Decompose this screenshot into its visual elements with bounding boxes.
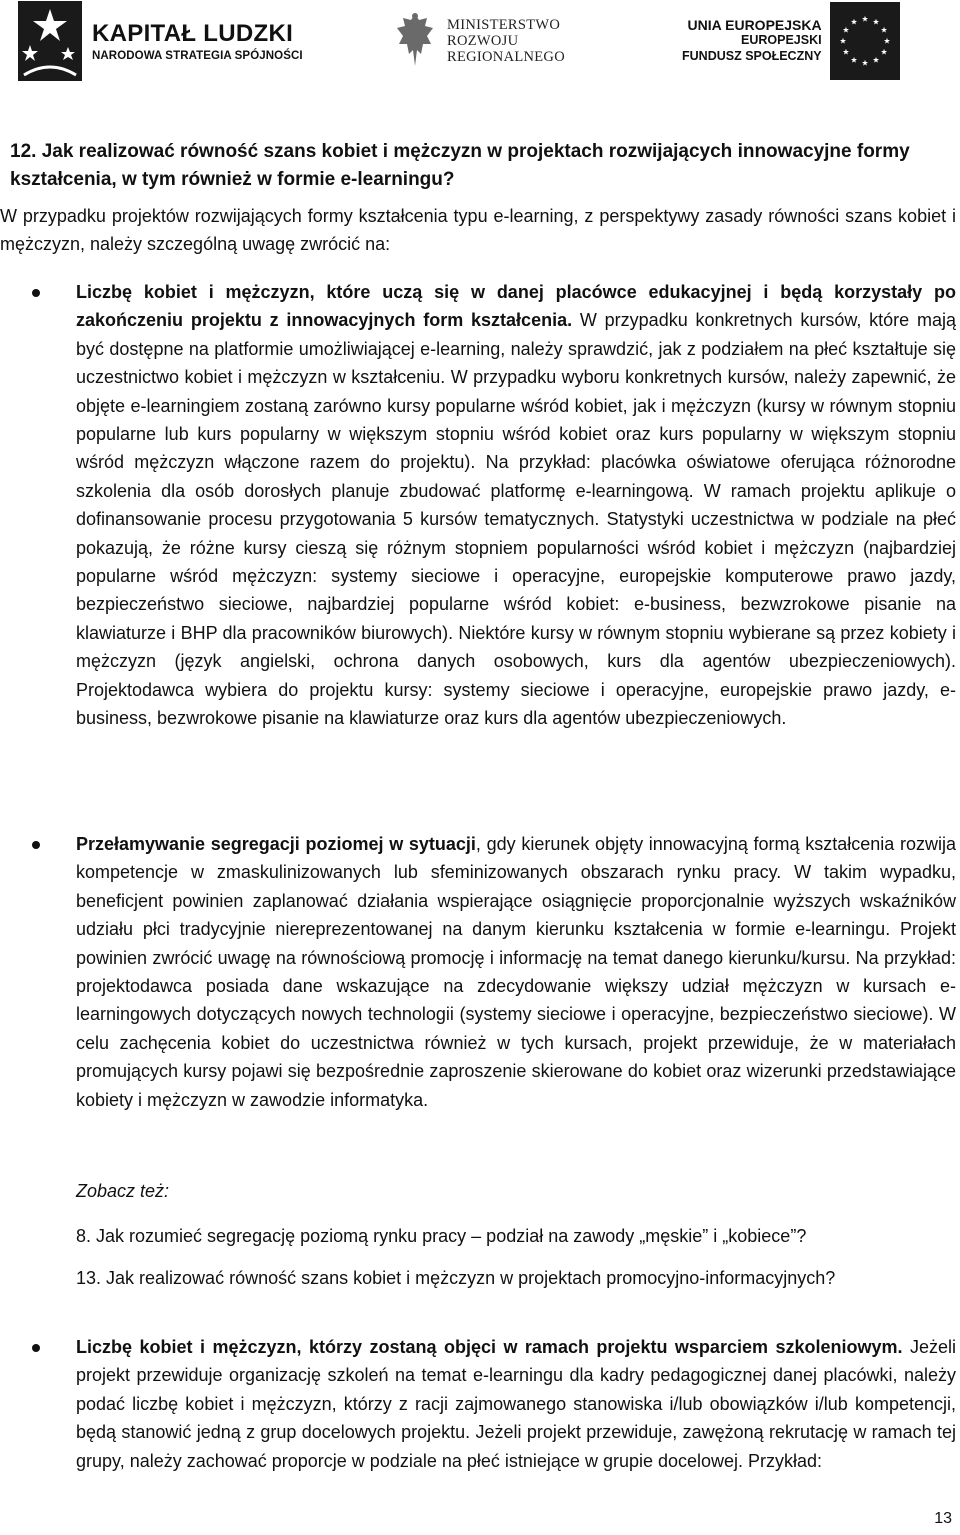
eu-line-1: UNIA EUROPEJSKA (687, 16, 822, 33)
ministry-line-2: ROZWOJU (447, 33, 519, 49)
bullet-icon (32, 1344, 40, 1352)
list-item-bold-lead: Przełamywanie segregacji poziomej w sytuacji (76, 834, 476, 854)
list-item (76, 830, 956, 1114)
eu-line-3: FUNDUSZ SPOŁECZNY (682, 48, 822, 63)
see-also-link-13[interactable]: 13. Jak realizować równość szans kobiet i mężczyzn w projektach promocyjno-informacyjnych? (76, 1268, 836, 1288)
see-also-label: Zobacz też: (76, 1181, 170, 1201)
section-heading: 12. Jak realizować równość szans kobiet i mężczyzn w projektach rozwijających innowacyjne formy kształcenia, w tym również w formie e-learningu? (10, 141, 910, 190)
list-item-text: W przypadku konkretnych kursów, które mają być dostępne na platformie umożliwiającej e-learning, należy sprawdzić, jak z podziałem na płeć kształtuje się uczestnictwo kobiet i mężczyzn w kształceniu. W przypadku wyboru konkretnych kursów, należy zapewnić, że objęte e-learningiem zostaną zarówno kursy popularne wśród kobiet, jak i mężczyzn (kursy w równym stopniu popularne lub kurs popularny w większym stopniu wśród kobiet oraz kurs popularny w większym stopniu wśród mężczyzn włączone razem do projektu). Na przykład: placówka oświatowe oferująca różnorodne szkolenia dla osób dorosłych planuje zbudować platformę e-learningową. W ramach projektu aplikuje o dofinansowanie procesu przygotowania 5 kursów tematycznych. Statystyki uczestnictwa w podziale na płeć pokazują, że różne kursy cieszą się różnym stopniem popularności wśród kobiet i mężczyzn (najbardziej popularne wśród mężczyzn: systemy sieciowe i operacyjne, europejskie komputerowe prawo jazdy, bezpieczeństwo sieciowe, najbardziej popularne wśród kobiet: e-business, bezwzrokowe pisanie na klawiaturze i BHP dla pracowników biurowych). Niektóre kursy w równym stopniu wybierane są przez kobiety i mężczyzn (język angielski, ochrona danych osobowych, kurs dla agentów ubezpieczeniowych). Projektodawca wybiera do projektu kursy: systemy sieciowe i operacyjne, europejskie prawo jazdy, e-business, bezwrokowe pisanie na klawiaturze oraz kurs dla agentów ubezpieczeniowych. (76, 310, 956, 729)
kapital-ludzki-logo (18, 0, 338, 82)
list-item-text: Jeżeli projekt przewiduje organizację szkoleń na temat e-learningu dla kadry pedagogicznej danej placówki, należy podać liczbę kobiet i mężczyzn, którzy z racji zajmowanego stanowiska i/lub obowiązków i/lub kompetencji, będą stanowić jedną z grup docelowych projektu. Jeżeli projekt przewiduje, zawężoną rekrutację w ramach tej grupy, należy zachować proporcje w podziale na płeć istniejące w grupie docelowej. Przykład: (76, 1337, 956, 1471)
eu-line-2: EUROPEJSKI (741, 33, 822, 48)
bullet-icon (32, 289, 40, 297)
list-item-bold-lead: Liczbę kobiet i mężczyzn, które uczą się w danej placówce edukacyjnej i będą korzystały po zakończeniu projektu z innowacyjnych form kształcenia. (76, 282, 956, 331)
eu-logo (682, 0, 940, 82)
list-item-text: , gdy kierunek objęty innowacyjną formą kształcenia rozwija kompetencje w zmaskulinizowanych lub sfeminizowanych obszarach rynku pracy. W takim wypadku, beneficjent powinien zaplanować działania wspierające osiągnięcie proporcjonalnie wyższych wskaźników udziału płci tradycyjnie niereprezentowanej na danym kierunku kształcenia w formie e-learningu. Projekt powinien zwrócić uwagę na równościową promocję i informację na temat danego kierunku/kursu. Na przykład: projektodawca posiada dane wskazujące na zdecydowanie większy udział mężczyzn w kursach e-learningowych dotyczących nowych technologii (systemy sieciowe i operacyjne, bezpieczeństwo sieciowe). W celu zachęcenia kobiet do uczestnictwa również w tych kursach, projekt przewiduje, że w materiałach promujących kursy pojawi się bezpośrednie zaproszenie skierowane do kobiet oraz wizerunki przedstawiające kobiety i mężczyzn w zawodzie informatyka. (76, 834, 956, 1110)
intro-paragraph: W przypadku projektów rozwijających formy kształcenia typu e-learning, z perspektywy zasady równości szans kobiet i mężczyzn, należy szczególną uwagę zwrócić na: (0, 206, 956, 255)
list-item (76, 1333, 956, 1475)
eagle-emblem-icon (393, 10, 437, 72)
see-also-link-8[interactable]: 8. Jak rozumieć segregację poziomą rynku pracy – podział na zawody „męskie” i „kobiece”? (76, 1226, 807, 1246)
bullet-icon (32, 841, 40, 849)
eu-flag-icon (830, 2, 900, 80)
ministry-line-3: REGIONALNEGO (447, 49, 565, 65)
kapital-ludzki-emblem-icon (18, 1, 82, 81)
ministry-logo (393, 0, 603, 82)
kapital-ludzki-title: KAPITAŁ LUDZKI (92, 20, 294, 47)
kapital-ludzki-subtitle: NARODOWA STRATEGIA SPÓJNOŚCI (92, 50, 303, 62)
page-number: 13 (934, 1510, 952, 1527)
list-item-bold-lead: Liczbę kobiet i mężczyzn, którzy zostaną objęci w ramach projektu wsparciem szkoleniowym. (76, 1337, 903, 1357)
ministry-line-1: MINISTERSTWO (447, 17, 561, 33)
list-item (76, 278, 956, 733)
page-header (0, 0, 960, 90)
